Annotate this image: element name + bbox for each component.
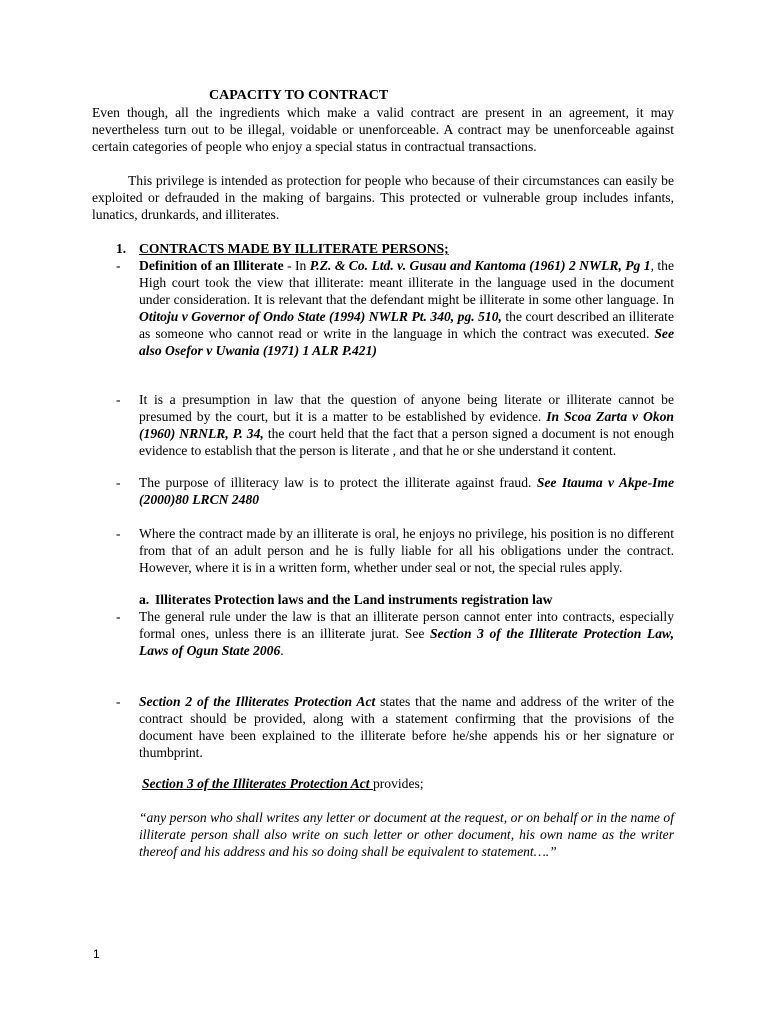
section-heading-text: CONTRACTS MADE BY ILLITERATE PERSONS;: [139, 241, 449, 256]
list-item-body: The general rule under the law is that an illiterate person cannot enter into contracts, especially formal ones, unless there is an illiterate jurat. See Section 3 of the Illiterate Protection Law, Laws of Ogun State 2006.: [139, 609, 674, 658]
list-item-body: Section 2 of the Illiterates Protection Act states that the name and address of the writer of the contract should be provided, along with a statement confirming that the provisions of the document have been explained to the illiterate before he/she appends his or her signature or thumbprint.: [139, 694, 674, 760]
list-item: [116, 608, 674, 659]
case-citation: Otitoju v Governor of Ondo State (1994) NWLR Pt. 340, pg. 510,: [139, 309, 502, 324]
list-item-body: The purpose of illiteracy law is to protect the illiterate against fraud. See Itauma v Akpe-Ime (2000)80 LRCN 2480: [139, 475, 675, 507]
subheading: [139, 591, 552, 608]
case-citation: Section 3 of the Illiterate Protection Law, Laws of Ogun State 2006: [139, 626, 674, 658]
list-item: [116, 693, 674, 761]
section-number: 1.: [116, 241, 127, 256]
intro-paragraph: Even though, all the ingredients which make a valid contract are present in an agreement, it may nevertheless turn out to be illegal, voidable or unenforceable. A contract may be unenforceable against certain categories of people who enjoy a special status in contractual transactions.: [92, 105, 674, 154]
list-item-body: Definition of an Illiterate - In P.Z. & Co. Ltd. v. Gusau and Kantoma (1961) 2 NWLR, Pg 1, the High court took the view that illiterate: meant illiterate in the language used in the document under consideration. It is relevant that the defendant might be illiterate in some other language. In Otitoju v Governor of Ondo State (1994) NWLR Pt. 340, pg. 510, the court described an illiterate as someone who cannot read or write in the language in which the contract was executed. See also Osefor v Uwania (1971) 1 ALR P.421): [139, 258, 674, 358]
case-citation: See Itauma v Akpe-Ime (2000)80 LRCN 2480: [139, 475, 675, 507]
subheading-text: Illiterates Protection laws and the Land instruments registration law: [155, 592, 553, 607]
case-citation: See also Osefor v Uwania (1971) 1 ALR P.421): [139, 326, 674, 358]
dash-bullet: -: [116, 475, 121, 490]
section-heading: [116, 240, 449, 257]
list-item-body: It is a presumption in law that the question of anyone being literate or illiterate cannot be presumed by the court, but it is a matter to be established by evidence. In Scoa Zarta v Okon (1960) NRNLR, P. 34, the court held that the fact that a person signed a document is not enough evidence to establish that the person is literate , and that he or she understand it content.: [139, 392, 674, 458]
page-number: 1: [93, 947, 100, 961]
dash-bullet: -: [116, 526, 121, 541]
case-citation: P.Z. & Co. Ltd. v. Gusau and Kantoma (1961) 2 NWLR, Pg 1: [309, 258, 651, 273]
list-item: [116, 257, 674, 359]
case-citation: Section 3 of the Illiterates Protection Act: [142, 776, 373, 791]
statute-quote: “any person who shall writes any letter or document at the request, or on behalf or in the name of illiterate person shall also write on such letter or other document, his own name as the writer thereof and his address and his so doing shall be equivalent to statement….”: [139, 810, 674, 859]
dash-bullet: -: [116, 609, 121, 624]
intro-paragraph-2: This privilege is intended as protection for people who because of their circumstances can easily be exploited or defrauded in the making of bargains. This protected or vulnerable group includes infants, lunatics, drunkards, and illiterates.: [92, 173, 674, 222]
dash-bullet: -: [116, 392, 121, 407]
subheading-label: a.: [139, 592, 150, 607]
dash-bullet: -: [116, 258, 121, 273]
case-citation: Section 2 of the Illiterates Protection Act: [139, 694, 376, 709]
case-citation: In Scoa Zarta v Okon (1960) NRNLR, P. 34,: [139, 409, 674, 441]
list-item: [116, 474, 674, 508]
list-item-body: Where the contract made by an illiterate is oral, he enjoys no privilege, his position is no different from that of an adult person and he is fully liable for all his obligations under the contract. However, where it is in a written form, whether under seal or not, the special rules apply.: [139, 526, 674, 575]
list-item: [116, 391, 674, 459]
dash-bullet: -: [116, 694, 121, 709]
term-label: Definition of an Illiterate: [139, 258, 284, 273]
list-item: [116, 525, 674, 576]
page-title: CAPACITY TO CONTRACT: [209, 88, 389, 103]
section-3-intro: Section 3 of the Illiterates Protection Act provides;: [142, 776, 424, 791]
